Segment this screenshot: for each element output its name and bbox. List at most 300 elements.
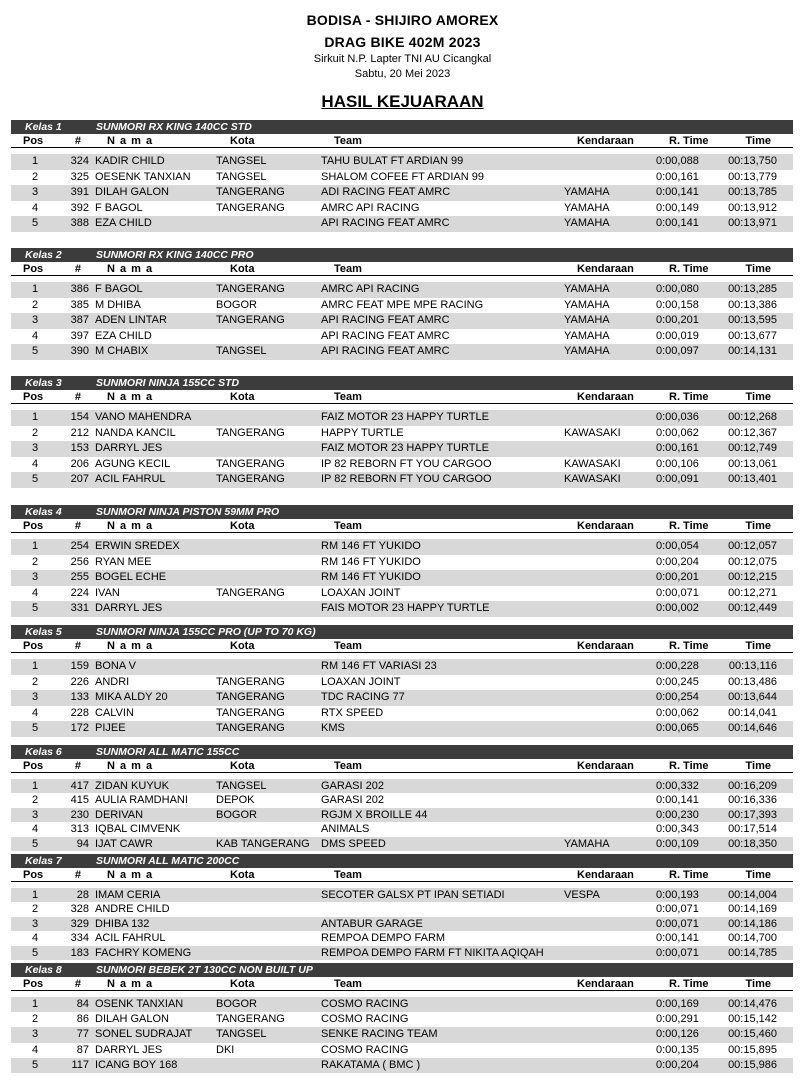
result-row: [11, 1043, 793, 1058]
cell-nama: DILAH GALON: [95, 1013, 169, 1026]
cell-team: COSMO RACING: [321, 1043, 409, 1056]
cell-pos: 5: [31, 837, 39, 850]
cell-rtime: 0:00,141: [656, 932, 699, 945]
cell-time: 00:13,061: [728, 457, 777, 470]
cell-kend: YAMAHA: [564, 314, 610, 327]
cell-kota: KAB TANGERANG: [216, 837, 310, 850]
cell-pos: 3: [31, 442, 39, 455]
column-header-nama: N a m a: [107, 978, 154, 990]
cell-team: ANIMALS: [321, 823, 370, 836]
cell-team: RGJM X BROILLE 44: [321, 808, 428, 821]
cell-nama: DARRYL JES: [95, 1043, 163, 1056]
result-row: [11, 1058, 793, 1073]
cell-pos: 1: [31, 660, 39, 672]
cell-nama: IJAT CAWR: [95, 837, 153, 850]
column-header-pos: Pos: [23, 760, 44, 772]
cell-team: ANTABUR GARAGE: [321, 917, 423, 930]
cell-team: HAPPY TURTLE: [321, 426, 404, 439]
result-row: [11, 690, 793, 706]
cell-time: 00:15,460: [728, 1028, 777, 1041]
class-number: Kelas 1: [25, 121, 62, 133]
cell-num: 392: [70, 201, 89, 214]
cell-team: GARASI 202: [321, 794, 384, 807]
cell-team: FAIS MOTOR 23 HAPPY TURTLE: [321, 602, 490, 615]
cell-team: API RACING FEAT AMRC: [321, 217, 450, 230]
column-header-team: Team: [334, 869, 362, 881]
column-header-kota: Kota: [230, 263, 255, 275]
column-header-row: [11, 519, 793, 533]
cell-pos: 4: [31, 586, 39, 599]
cell-rtime: 0:00,230: [656, 808, 699, 821]
cell-num: 390: [70, 345, 89, 358]
result-row: [11, 344, 793, 360]
cell-num: 334: [70, 932, 89, 945]
column-header-rtime: R. Time: [669, 263, 709, 275]
cell-num: 228: [70, 706, 89, 719]
cell-rtime: 0:00,343: [656, 823, 699, 836]
cell-pos: 3: [31, 691, 39, 704]
cell-num: 391: [70, 186, 89, 199]
column-header-rtime: R. Time: [669, 978, 709, 990]
cell-time: 00:13,116: [728, 660, 777, 672]
cell-time: 00:13,750: [728, 155, 777, 167]
column-header-time: Time: [745, 978, 771, 990]
cell-team: SHALOM COFEE FT ARDIAN 99: [321, 170, 485, 183]
cell-time: 00:13,677: [728, 329, 777, 342]
cell-kend: KAWASAKI: [564, 426, 621, 439]
cell-team: RM 146 FT YUKIDO: [321, 555, 421, 568]
result-row: [11, 1012, 793, 1027]
column-header-team: Team: [334, 640, 362, 652]
cell-time: 00:15,895: [728, 1043, 777, 1056]
cell-kend: VESPA: [564, 889, 600, 901]
cell-time: 00:12,215: [728, 571, 777, 584]
result-row: [11, 837, 793, 851]
result-row: [11, 808, 793, 822]
cell-team: IP 82 REBORN FT YOU CARGOO: [321, 457, 492, 470]
class-title-bar: [11, 248, 793, 262]
result-row: [11, 586, 793, 602]
cell-nama: ACIL FAHRUL: [95, 932, 166, 945]
result-row: [11, 675, 793, 691]
results-rows: [11, 997, 793, 1073]
cell-rtime: 0:00,135: [656, 1043, 699, 1056]
column-header-kota: Kota: [230, 869, 255, 881]
cell-kota: TANGERANG: [216, 675, 285, 688]
column-header-team: Team: [334, 263, 362, 275]
cell-time: 00:13,644: [728, 691, 777, 704]
result-row: [11, 313, 793, 329]
cell-kend: KAWASAKI: [564, 473, 621, 486]
column-header-row: [11, 390, 793, 404]
column-header-kota: Kota: [230, 391, 255, 403]
column-header-pos: Pos: [23, 520, 44, 532]
class-section: [11, 505, 793, 617]
cell-pos: 5: [31, 602, 39, 615]
column-header-row: [11, 977, 793, 991]
cell-rtime: 0:00,080: [656, 283, 699, 295]
cell-pos: 1: [31, 998, 39, 1010]
cell-nama: ANDRE CHILD: [95, 903, 170, 916]
cell-kota: TANGERANG: [216, 186, 285, 199]
result-row: [11, 555, 793, 571]
class-number: Kelas 4: [25, 506, 62, 518]
cell-rtime: 0:00,254: [656, 691, 699, 704]
cell-num: 172: [70, 722, 89, 735]
cell-nama: ANDRI: [95, 675, 130, 688]
result-row: [11, 329, 793, 345]
cell-rtime: 0:00,141: [656, 794, 699, 807]
result-row: [11, 946, 793, 960]
result-row: [11, 822, 793, 836]
cell-team: ADI RACING FEAT AMRC: [321, 186, 451, 199]
cell-team: TAHU BULAT FT ARDIAN 99: [321, 155, 464, 167]
cell-nama: ACIL FAHRUL: [95, 473, 166, 486]
cell-time: 00:17,514: [728, 823, 777, 836]
result-row: [11, 721, 793, 737]
cell-num: 133: [70, 691, 89, 704]
cell-time: 00:13,595: [728, 314, 777, 327]
column-header-time: Time: [745, 640, 771, 652]
results-heading: HASIL KEJUARAAN: [321, 92, 484, 111]
cell-num: 226: [70, 675, 89, 688]
results-rows: [11, 888, 793, 960]
results-rows: [11, 154, 793, 232]
cell-rtime: 0:00,141: [656, 186, 699, 199]
cell-nama: EZA CHILD: [95, 329, 152, 342]
cell-team: REMPOA DEMPO FARM: [321, 932, 446, 945]
cell-num: 324: [70, 155, 89, 167]
result-row: [11, 917, 793, 931]
column-header-rtime: R. Time: [669, 520, 709, 532]
cell-kota: TANGSEL: [216, 155, 267, 167]
column-header-pos: Pos: [23, 135, 44, 147]
cell-rtime: 0:00,245: [656, 675, 699, 688]
cell-kota: TANGERANG: [216, 722, 285, 735]
cell-rtime: 0:00,161: [656, 442, 699, 455]
column-header-row: [11, 759, 793, 773]
result-row: [11, 170, 793, 186]
cell-kota: TANGSEL: [216, 345, 267, 358]
cell-team: AMRC FEAT MPE MPE RACING: [321, 298, 484, 311]
class-number: Kelas 2: [25, 249, 62, 261]
column-header-time: Time: [745, 520, 771, 532]
cell-nama: FACHRY KOMENG: [95, 946, 192, 959]
column-header-kota: Kota: [230, 135, 255, 147]
cell-team: RM 146 FT VARIASI 23: [321, 660, 437, 672]
cell-team: COSMO RACING: [321, 998, 409, 1010]
cell-rtime: 0:00,062: [656, 426, 699, 439]
class-number: Kelas 5: [25, 626, 62, 638]
cell-nama: AULIA RAMDHANI: [95, 794, 188, 807]
cell-team: IP 82 REBORN FT YOU CARGOO: [321, 473, 492, 486]
cell-time: 00:14,041: [728, 706, 777, 719]
cell-team: RAKATAMA ( BMC ): [321, 1058, 421, 1071]
cell-nama: IVAN: [95, 586, 120, 599]
class-name: SUNMORI ALL MATIC 155CC: [96, 746, 240, 758]
cell-num: 159: [70, 660, 89, 672]
class-section: [11, 376, 793, 488]
result-row: [11, 931, 793, 945]
result-row: [11, 185, 793, 201]
cell-nama: DILAH GALON: [95, 186, 169, 199]
cell-pos: 3: [31, 314, 39, 327]
cell-pos: 1: [31, 283, 39, 295]
cell-time: 00:13,912: [728, 201, 777, 214]
cell-time: 00:12,268: [728, 411, 777, 423]
cell-time: 00:18,350: [728, 837, 777, 850]
cell-nama: DHIBA 132: [95, 917, 150, 930]
cell-time: 00:16,336: [728, 794, 777, 807]
result-row: [11, 282, 793, 298]
cell-num: 207: [70, 473, 89, 486]
column-header-rtime: R. Time: [669, 869, 709, 881]
class-section: [11, 745, 793, 851]
cell-rtime: 0:00,106: [656, 457, 699, 470]
cell-rtime: 0:00,091: [656, 473, 699, 486]
cell-rtime: 0:00,019: [656, 329, 699, 342]
cell-pos: 2: [31, 170, 39, 183]
cell-pos: 5: [31, 722, 39, 735]
cell-pos: 5: [31, 946, 39, 959]
cell-num: 387: [70, 314, 89, 327]
cell-time: 00:15,142: [728, 1013, 777, 1026]
class-title-bar: [11, 376, 793, 390]
cell-team: API RACING FEAT AMRC: [321, 314, 450, 327]
cell-nama: BONA V: [95, 660, 136, 672]
cell-num: 28: [76, 889, 89, 901]
column-header-num: #: [74, 135, 81, 147]
cell-time: 00:13,779: [728, 170, 777, 183]
cell-num: 153: [70, 442, 89, 455]
cell-team: API RACING FEAT AMRC: [321, 329, 450, 342]
cell-pos: 5: [31, 345, 39, 358]
cell-rtime: 0:00,201: [656, 571, 699, 584]
cell-kota: TANGSEL: [216, 170, 267, 183]
result-row: [11, 888, 793, 902]
cell-kota: TANGERANG: [216, 1013, 285, 1026]
class-title-bar: [11, 745, 793, 759]
column-header-num: #: [74, 391, 81, 403]
class-number: Kelas 3: [25, 377, 62, 389]
cell-num: 206: [70, 457, 89, 470]
column-header-rtime: R. Time: [669, 135, 709, 147]
cell-num: 331: [70, 602, 89, 615]
cell-rtime: 0:00,054: [656, 540, 699, 552]
column-header-num: #: [74, 263, 81, 275]
cell-num: 94: [76, 837, 89, 850]
cell-nama: SONEL SUDRAJAT: [95, 1028, 193, 1041]
cell-kota: TANGERANG: [216, 457, 285, 470]
result-row: [11, 601, 793, 617]
cell-rtime: 0:00,228: [656, 660, 699, 672]
result-row: [11, 472, 793, 488]
column-header-team: Team: [334, 760, 362, 772]
cell-nama: MIKA ALDY 20: [95, 691, 168, 704]
column-header-row: [11, 262, 793, 276]
cell-rtime: 0:00,204: [656, 555, 699, 568]
cell-time: 00:14,186: [728, 917, 777, 930]
cell-num: 86: [76, 1013, 89, 1026]
cell-kota: BOGOR: [216, 998, 257, 1010]
column-header-time: Time: [745, 869, 771, 881]
cell-kota: TANGERANG: [216, 314, 285, 327]
cell-time: 00:14,700: [728, 932, 777, 945]
result-row: [11, 706, 793, 722]
cell-team: RM 146 FT YUKIDO: [321, 540, 421, 552]
class-title-bar: [11, 625, 793, 639]
cell-time: 00:15,986: [728, 1058, 777, 1071]
cell-rtime: 0:00,071: [656, 917, 699, 930]
cell-num: 386: [70, 283, 89, 295]
cell-nama: ADEN LINTAR: [95, 314, 167, 327]
cell-pos: 4: [31, 823, 39, 836]
column-header-rtime: R. Time: [669, 391, 709, 403]
cell-pos: 2: [31, 426, 39, 439]
column-header-nama: N a m a: [107, 869, 154, 881]
cell-num: 254: [70, 540, 89, 552]
cell-team: AMRC API RACING: [321, 201, 420, 214]
cell-time: 00:12,075: [728, 555, 777, 568]
column-header-kendaraan: Kendaraan: [577, 520, 634, 532]
cell-team: DMS SPEED: [321, 837, 386, 850]
venue-text: Sirkuit N.P. Lapter TNI AU Cicangkal: [313, 53, 492, 65]
results-rows: [11, 539, 793, 617]
cell-nama: M CHABIX: [95, 345, 149, 358]
cell-num: 224: [70, 586, 89, 599]
class-number: Kelas 6: [25, 746, 62, 758]
cell-rtime: 0:00,161: [656, 170, 699, 183]
column-header-kendaraan: Kendaraan: [577, 135, 634, 147]
column-header-row: [11, 868, 793, 882]
cell-nama: RYAN MEE: [95, 555, 152, 568]
cell-time: 00:13,971: [728, 217, 777, 230]
cell-pos: 4: [31, 329, 39, 342]
cell-nama: DARRYL JES: [95, 442, 163, 455]
cell-rtime: 0:00,201: [656, 314, 699, 327]
cell-team: LOAXAN JOINT: [321, 586, 401, 599]
column-header-kendaraan: Kendaraan: [577, 640, 634, 652]
class-section: [11, 120, 793, 232]
class-name: SUNMORI BEBEK 2T 130CC NON BUILT UP: [96, 964, 313, 976]
column-header-row: [11, 134, 793, 148]
cell-rtime: 0:00,062: [656, 706, 699, 719]
result-row: [11, 997, 793, 1012]
column-header-kota: Kota: [230, 520, 255, 532]
column-header-time: Time: [745, 760, 771, 772]
column-header-nama: N a m a: [107, 391, 154, 403]
result-row: [11, 793, 793, 807]
column-header-pos: Pos: [23, 978, 44, 990]
cell-nama: NANDA KANCIL: [95, 426, 176, 439]
cell-time: 00:14,004: [728, 889, 777, 901]
cell-kota: TANGERANG: [216, 473, 285, 486]
cell-kota: TANGSEL: [216, 780, 267, 792]
cell-kota: BOGOR: [216, 298, 257, 311]
cell-rtime: 0:00,204: [656, 1058, 699, 1071]
cell-rtime: 0:00,065: [656, 722, 699, 735]
cell-num: 87: [76, 1043, 89, 1056]
class-title-bar: [11, 505, 793, 519]
cell-nama: AGUNG KECIL: [95, 457, 171, 470]
cell-nama: ZIDAN KUYUK: [95, 780, 169, 792]
cell-num: 154: [70, 411, 89, 423]
column-header-nama: N a m a: [107, 520, 154, 532]
cell-pos: 3: [31, 808, 39, 821]
class-section: [11, 625, 793, 737]
cell-team: SECOTER GALSX PT IPAN SETIADI: [321, 889, 505, 901]
results-rows: [11, 282, 793, 360]
class-section: [11, 248, 793, 360]
cell-time: 00:12,367: [728, 426, 777, 439]
cell-pos: 4: [31, 201, 39, 214]
column-header-nama: N a m a: [107, 640, 154, 652]
cell-rtime: 0:00,193: [656, 889, 699, 901]
cell-nama: F BAGOL: [95, 201, 143, 214]
result-row: [11, 902, 793, 916]
result-row: [11, 298, 793, 314]
cell-time: 00:13,785: [728, 186, 777, 199]
cell-pos: 1: [31, 780, 39, 792]
cell-pos: 4: [31, 1043, 39, 1056]
cell-pos: 1: [31, 540, 39, 552]
cell-time: 00:16,209: [728, 780, 777, 792]
result-row: [11, 216, 793, 232]
column-header-kendaraan: Kendaraan: [577, 391, 634, 403]
date-text: Sabtu, 20 Mei 2023: [354, 68, 451, 80]
cell-team: LOAXAN JOINT: [321, 675, 401, 688]
result-row: [11, 154, 793, 170]
cell-num: 417: [70, 780, 89, 792]
cell-nama: CALVIN: [95, 706, 134, 719]
class-name: SUNMORI NINJA 155CC PRO (UP TO 70 KG): [96, 626, 316, 638]
cell-rtime: 0:00,071: [656, 586, 699, 599]
cell-rtime: 0:00,071: [656, 903, 699, 916]
cell-time: 00:12,449: [728, 602, 777, 615]
column-header-nama: N a m a: [107, 263, 154, 275]
result-row: [11, 201, 793, 217]
cell-kota: TANGERANG: [216, 426, 285, 439]
result-row: [11, 457, 793, 473]
cell-time: 00:13,486: [728, 675, 777, 688]
column-header-time: Time: [745, 263, 771, 275]
result-row: [11, 426, 793, 442]
cell-time: 00:14,169: [728, 903, 777, 916]
cell-num: 117: [71, 1058, 89, 1071]
column-header-pos: Pos: [23, 640, 44, 652]
cell-nama: IQBAL CIMVENK: [95, 823, 181, 836]
class-number: Kelas 8: [25, 964, 62, 976]
cell-nama: VANO MAHENDRA: [95, 411, 192, 423]
cell-pos: 4: [31, 457, 39, 470]
cell-team: TDC RACING 77: [321, 691, 405, 704]
column-header-time: Time: [745, 135, 771, 147]
class-name: SUNMORI RX KING 140CC PRO: [96, 249, 254, 261]
class-number: Kelas 7: [25, 855, 62, 867]
cell-nama: OSENK TANXIAN: [95, 998, 184, 1010]
cell-nama: DARRYL JES: [95, 602, 163, 615]
cell-pos: 4: [31, 706, 39, 719]
cell-num: 329: [70, 917, 89, 930]
column-header-kota: Kota: [230, 978, 255, 990]
column-header-kendaraan: Kendaraan: [577, 869, 634, 881]
cell-kend: KAWASAKI: [564, 457, 621, 470]
cell-kota: DKI: [216, 1043, 235, 1056]
class-name: SUNMORI NINJA PISTON 59MM PRO: [96, 506, 280, 518]
class-title-bar: [11, 963, 793, 977]
cell-rtime: 0:00,109: [656, 837, 699, 850]
cell-kota: TANGERANG: [216, 706, 285, 719]
